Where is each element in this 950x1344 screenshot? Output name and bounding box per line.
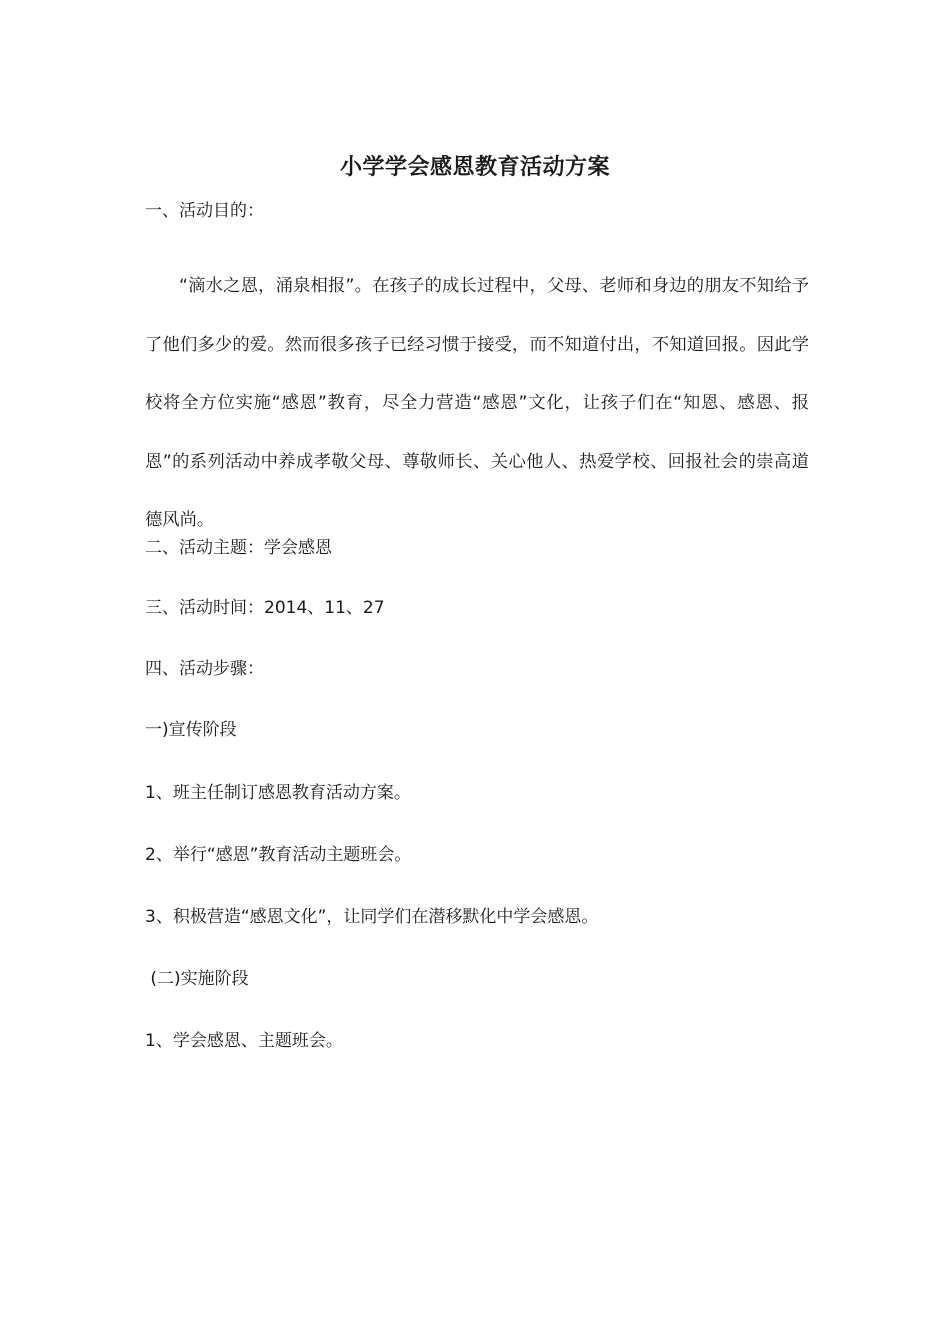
list-item: 3、积极营造“感恩文化”，让同学们在潜移默化中学会感恩。 bbox=[145, 907, 599, 927]
list-item: 1、班主任制订感恩教育活动方案。 bbox=[145, 783, 411, 803]
document-title: 小学学会感恩教育活动方案 bbox=[339, 155, 610, 180]
stage-heading-publicity: 一)宣传阶段 bbox=[145, 720, 237, 740]
list-item: 1、学会感恩、主题班会。 bbox=[145, 1031, 343, 1051]
purpose-paragraph: “滴水之恩，涌泉相报”。在孩子的成长过程中，父母、老师和身边的朋友不知给予了他们多少的爱。然而很多孩子已经习惯于接受，而不知道付出，不知道回报。因此学校将全方位实施“感恩”教育，尽全力营造“感恩”文化，让孩子们在“知恩、感恩、报恩”的系列活动中养成孝敬父母、尊敬师长、关心他人、热爱学校、回报社会的崇高道德风尚。 bbox=[145, 276, 809, 530]
section-theme: 二、活动主题：学会感恩 bbox=[145, 538, 332, 558]
section-time: 三、活动时间：2014、11、27 bbox=[145, 598, 385, 618]
section-heading-purpose: 一、活动目的： bbox=[145, 201, 264, 221]
section-heading-steps: 四、活动步骤： bbox=[145, 659, 264, 679]
stage-heading-implementation: (二)实施阶段 bbox=[145, 969, 249, 989]
list-item: 2、举行“感恩”教育活动主题班会。 bbox=[145, 845, 412, 865]
